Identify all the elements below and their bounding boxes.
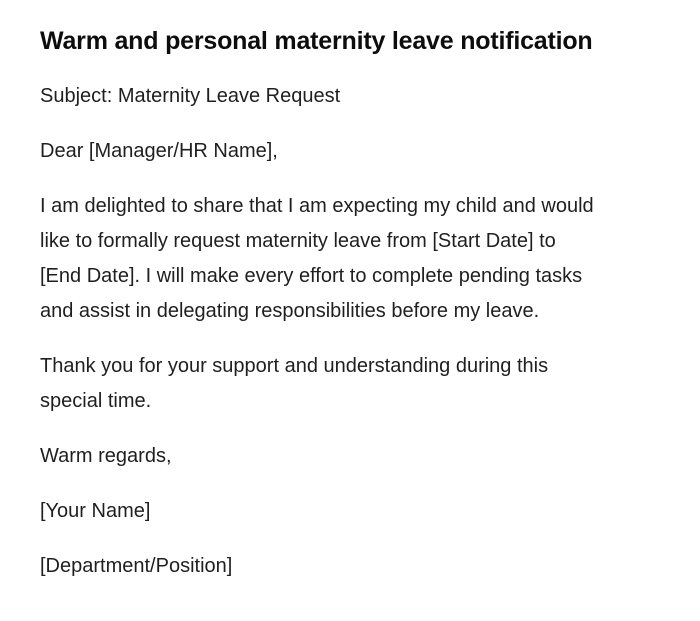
paragraph-signoff: Warm regards, <box>40 445 172 467</box>
paragraph-thanks: Thank you for your support and understanding during this special time. <box>40 355 549 412</box>
paragraph-signature-name: [Your Name] <box>40 500 151 522</box>
paragraph-signature-position: [Department/Position] <box>40 555 233 577</box>
document-title: Warm and personal maternity leave notification <box>40 27 593 55</box>
paragraph-request-body: I am delighted to share that I am expecting my child and would like to formally request maternity leave from [Start Date] to [End Date]. I will make every effort to complete pending tasks and assist in delegating responsibilities before my leave. <box>40 195 594 322</box>
paragraph-subject-line: Subject: Maternity Leave Request <box>40 85 341 107</box>
paragraph-salutation: Dear [Manager/HR Name], <box>40 140 278 162</box>
